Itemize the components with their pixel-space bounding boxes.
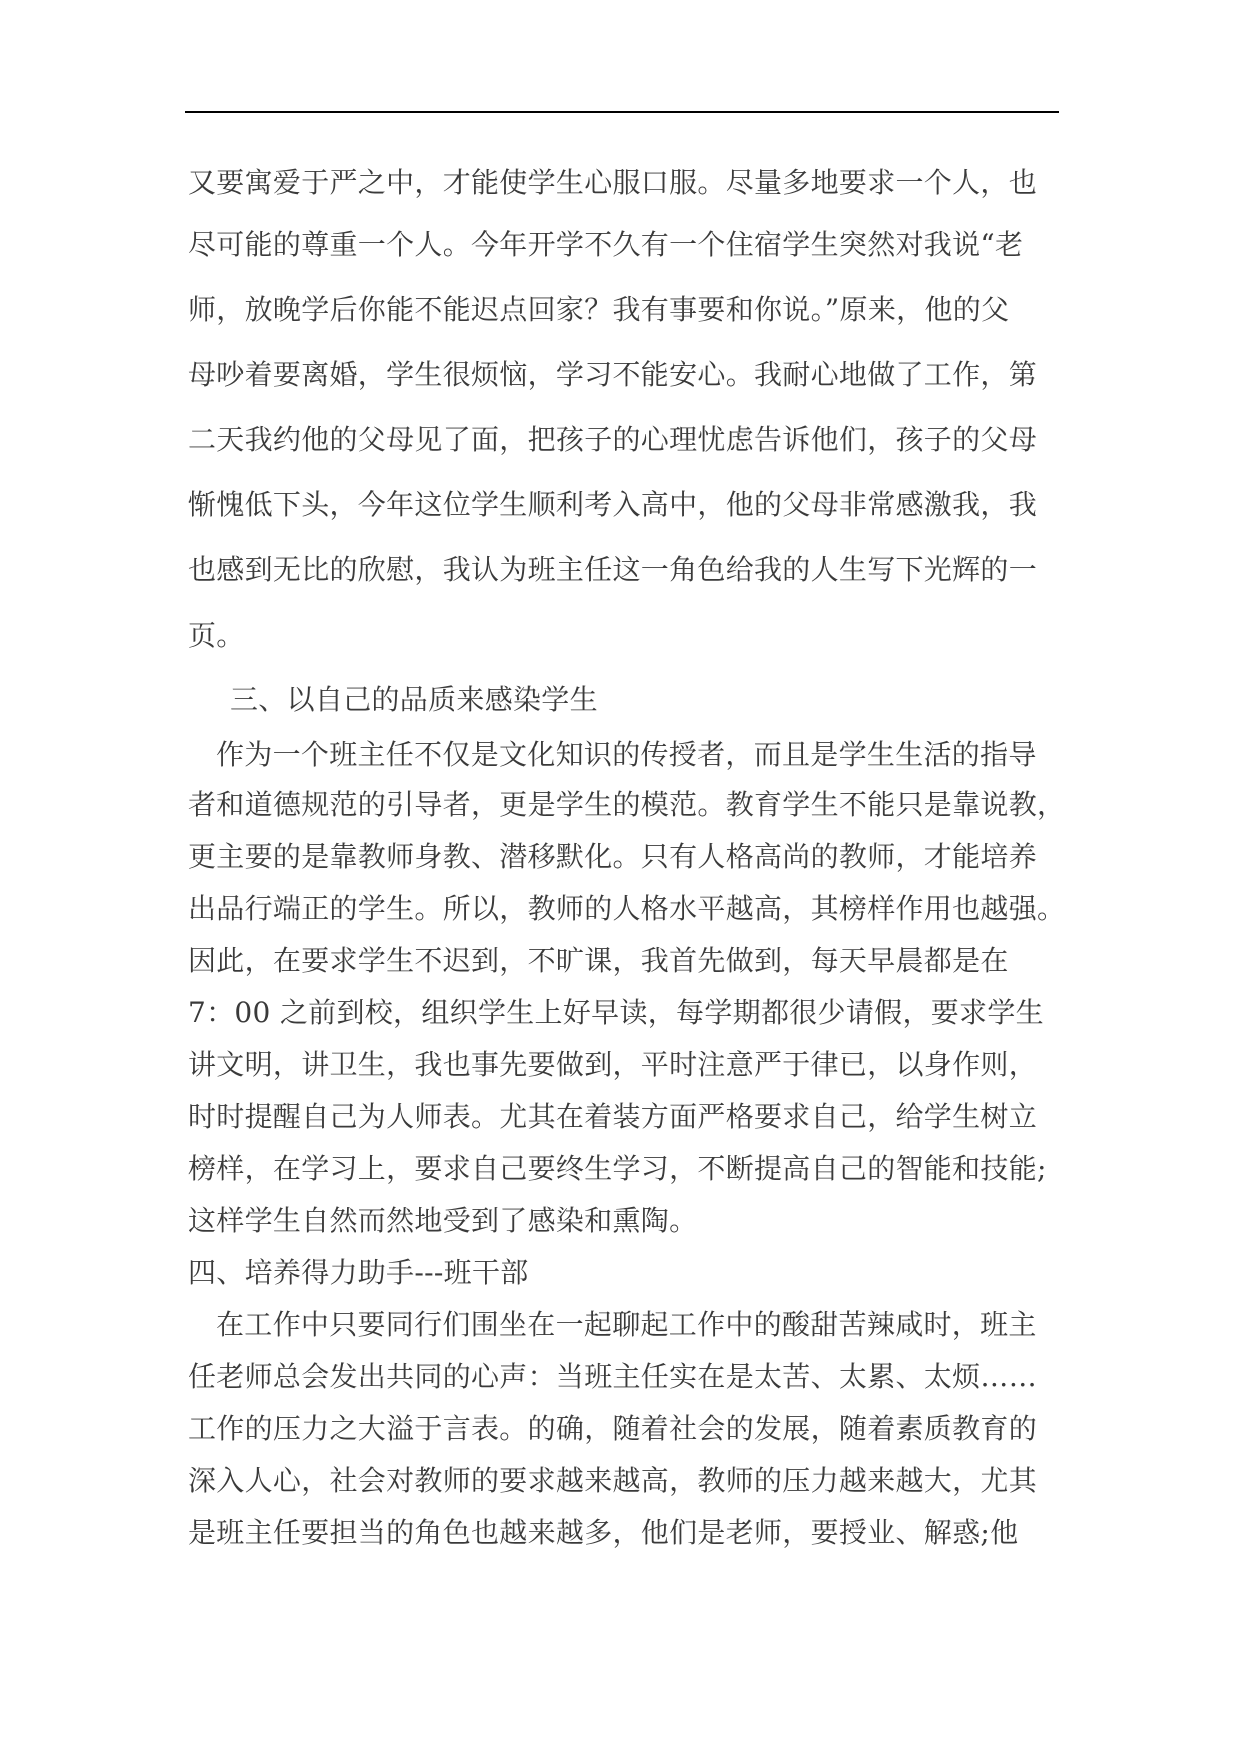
text-line: 讲文明，讲卫生，我也事先要做到，平时注意严于律已，以身作则， [188, 1048, 1038, 1081]
text-line: 又要寓爱于严之中，才能使学生心服口服。尽量多地要求一个人，也 [188, 166, 1038, 199]
text-line: 者和道德规范的引导者，更是学生的模范。教育学生不能只是靠说教， [188, 788, 1066, 821]
text-line: 也感到无比的欣慰，我认为班主任这一角色给我的人生写下光辉的一 [188, 553, 1038, 586]
text-line: 师，放晚学后你能不能迟点回家？我有事要和你说。”原来，他的父 [188, 293, 1010, 326]
text-line: 这样学生自然而然地受到了感染和熏陶。 [188, 1204, 698, 1237]
text-line: 在工作中只要同行们围坐在一起聊起工作中的酸甜苦辣咸时，班主 [216, 1308, 1037, 1341]
text-line: 更主要的是靠教师身教、潜移默化。只有人格高尚的教师，才能培养 [188, 840, 1038, 873]
text-line: 母吵着要离婚，学生很烦恼，学习不能安心。我耐心地做了工作，第 [188, 358, 1038, 391]
text-line: 作为一个班主任不仅是文化知识的传授者，而且是学生生活的指导 [216, 738, 1037, 771]
text-line: 二天我约他的父母见了面，把孩子的心理忧虑告诉他们，孩子的父母 [188, 423, 1038, 456]
text-line: 是班主任要担当的角色也越来越多，他们是老师，要授业、解惑;他 [188, 1516, 1019, 1549]
text-line: 尽可能的尊重一个人。今年开学不久有一个住宿学生突然对我说“老 [188, 228, 1024, 261]
text-line: 工作的压力之大溢于言表。的确，随着社会的发展，随着素质教育的 [188, 1412, 1038, 1445]
text-line: 时时提醒自己为人师表。尤其在着装方面严格要求自己，给学生树立 [188, 1100, 1038, 1133]
header-rule [185, 111, 1059, 113]
text-line: 榜样，在学习上，要求自己要终生学习，不断提高自己的智能和技能; [188, 1152, 1047, 1185]
text-line: 惭愧低下头，今年这位学生顺利考入高中，他的父母非常感激我，我 [188, 488, 1038, 521]
text-line: 深入人心，社会对教师的要求越来越高，教师的压力越来越大，尤其 [188, 1464, 1038, 1497]
text-line: 页。 [188, 619, 245, 652]
section-heading: 四、培养得力助手---班干部 [188, 1256, 529, 1289]
text-line: 出品行端正的学生。所以，教师的人格水平越高，其榜样作用也越强。 [188, 892, 1066, 925]
text-line: 任老师总会发出共同的心声：当班主任实在是太苦、太累、太烦…… [188, 1360, 1038, 1393]
text-line: 因此，在要求学生不迟到，不旷课，我首先做到，每天早晨都是在 [188, 944, 1009, 977]
section-heading: 三、以自己的品质来感染学生 [230, 683, 598, 716]
text-line: 7：00 之前到校，组织学生上好早读，每学期都很少请假，要求学生 [188, 996, 1044, 1029]
